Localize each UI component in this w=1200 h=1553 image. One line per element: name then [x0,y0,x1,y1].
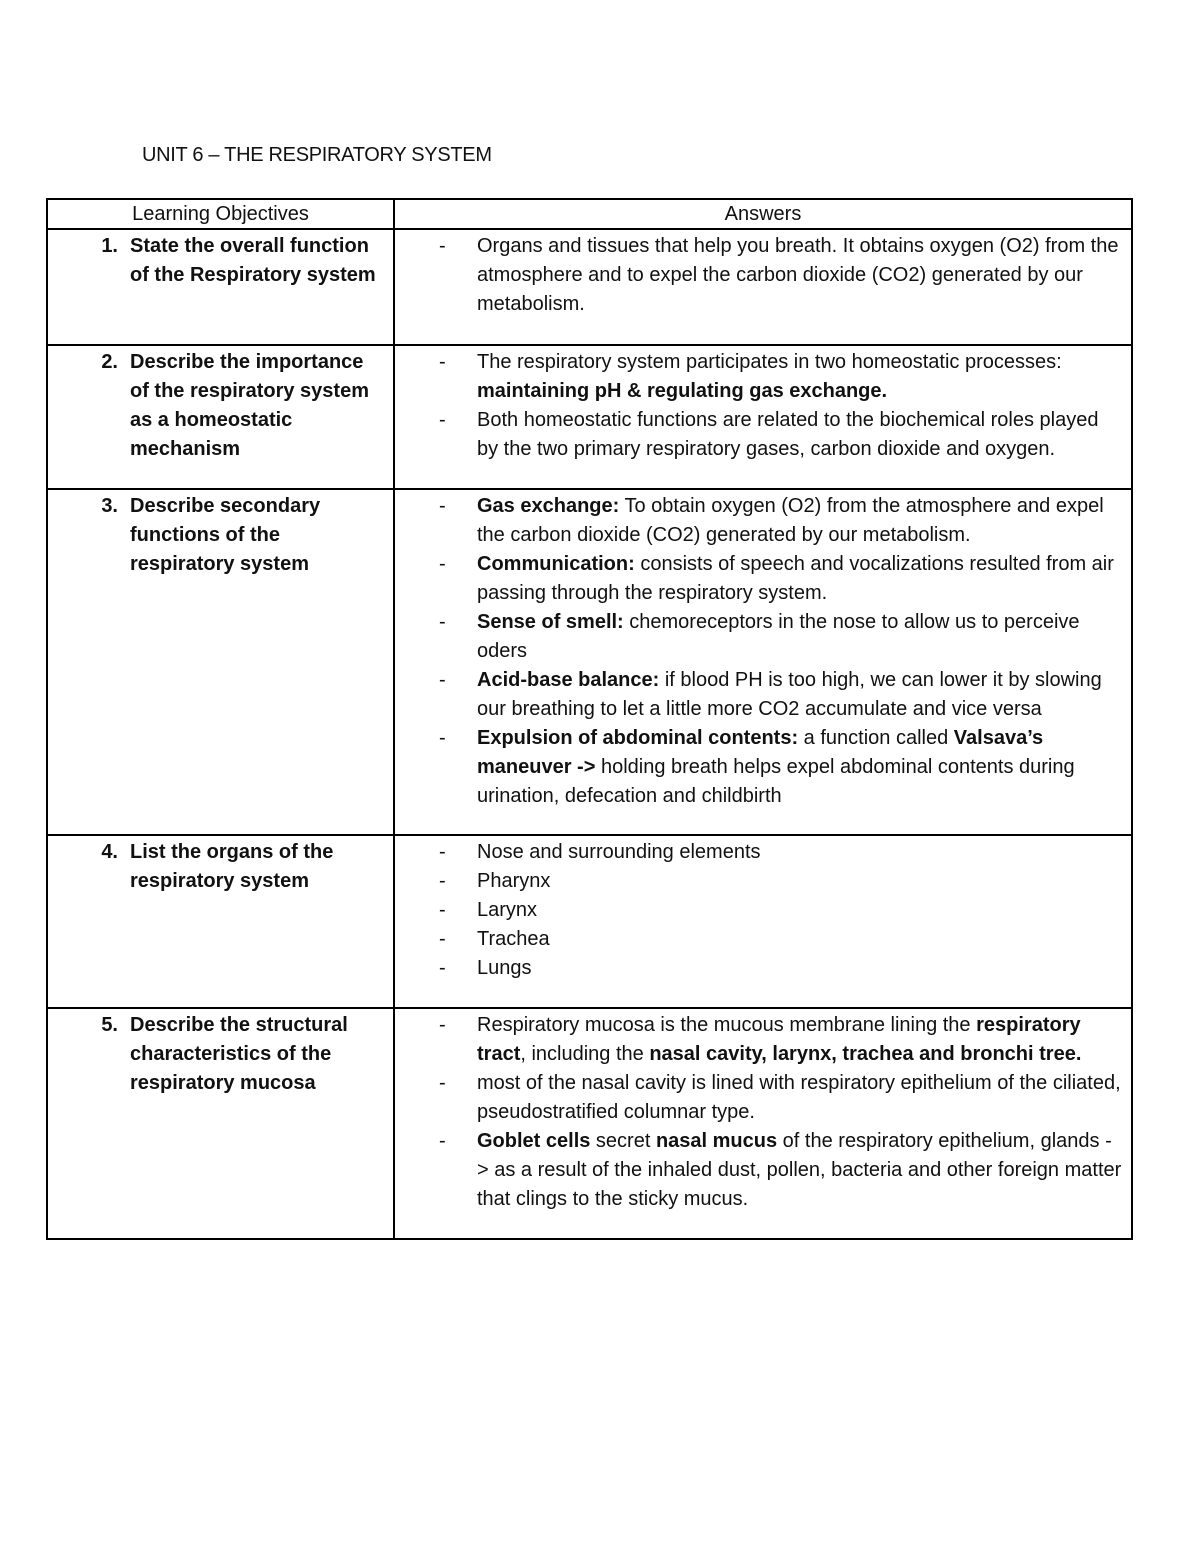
objective-item [48,346,393,464]
answer-item [395,724,1123,811]
objective-item [48,230,393,290]
answer-item [395,666,1123,724]
objective-number: 5. [101,1014,118,1036]
header-answers: Answers [394,199,1132,229]
answer-text-bold: Gas exchange: [477,495,620,517]
objective-number: 2. [101,351,118,373]
answer-text-bold: Communication: [477,553,635,575]
answer-text-bold: respiratory tract [477,1014,1081,1065]
answer-item [395,954,1123,983]
answer-text-segment: Trachea [477,928,550,950]
answer-item [395,608,1123,666]
answer-text-segment: Lungs [477,957,532,979]
answer-list [395,230,1131,319]
objective-text: State the overall function of the Respiratory system [130,235,376,286]
answer-text-segment: To obtain oxygen (O2) from the atmosphere and expel the carbon dioxide (CO2) generated by our metabolism. [477,495,1104,546]
objectives-table [46,198,1133,1240]
answer-cell [394,345,1132,489]
answer-text-segment: chemoreceptors in the nose to allow us to perceive oders [477,611,1080,662]
table-body [47,229,1132,1239]
answer-item [395,925,1123,954]
objective-text: Describe secondary functions of the respiratory system [130,495,321,575]
objective-number: 4. [101,841,118,863]
bullet-dash: - [439,870,446,892]
answer-text-segment: Nose and surrounding elements [477,841,761,863]
objective-cell [47,345,394,489]
answer-text [477,724,1123,811]
bullet-dash: - [439,1014,446,1036]
table-row [47,835,1132,1008]
answer-text [477,896,1123,925]
answer-item [395,896,1123,925]
table-header-row [47,199,1132,229]
objective-cell [47,1008,394,1239]
answer-text [477,1069,1123,1127]
answer-text [477,608,1123,666]
answer-item [395,1011,1123,1069]
answer-list [395,1009,1131,1214]
answer-text-segment: Pharynx [477,870,551,892]
answer-item [395,550,1123,608]
answer-item [395,1069,1123,1127]
objective-item [48,490,393,579]
objective-cell [47,835,394,1008]
answer-text [477,954,1123,983]
answer-text-segment: Organs and tissues that help you breath. It obtains oxygen (O2) from the atmosphere and to expel the carbon dioxide (CO2) generated by our metabolism. [477,235,1119,315]
answer-item [395,492,1123,550]
objective-item [48,1009,393,1098]
answer-cell [394,835,1132,1008]
page-title: UNIT 6 – THE RESPIRATORY SYSTEM [142,144,492,166]
answer-list [395,836,1131,983]
answer-text-segment: if blood PH is too high, we can lower it by slowing our breathing to let a little more CO2 accumulate and vice versa [477,669,1102,720]
bullet-dash: - [439,553,446,575]
answer-item [395,406,1123,464]
answer-item [395,348,1123,406]
answer-text-segment: a function called [798,727,954,749]
answer-text-segment: most of the nasal cavity is lined with respiratory epithelium of the ciliated, pseudostratified columnar type. [477,1072,1121,1123]
bullet-dash: - [439,351,446,373]
answer-list [395,490,1131,811]
bullet-dash: - [439,1072,446,1094]
bullet-dash: - [439,669,446,691]
answer-text [477,867,1123,896]
objective-cell [47,489,394,835]
objective-number: 1. [101,235,118,257]
answer-text-segment: Both homeostatic functions are related to the biochemical roles played by the two primary respiratory gases, carbon dioxide and oxygen. [477,409,1099,460]
bullet-dash: - [439,957,446,979]
answer-text-segment: consists of speech and vocalizations resulted from air passing through the respiratory system. [477,553,1114,604]
objective-item [48,836,393,896]
answer-text-segment: of the respiratory epithelium, glands -> as a result of the inhaled dust, pollen, bacteria and other foreign matter that clings to the sticky mucus. [477,1130,1122,1210]
table-row [47,1008,1132,1239]
answer-text [477,232,1123,319]
answer-text-segment: The respiratory system participates in two homeostatic processes: [477,351,1062,373]
bullet-dash: - [439,899,446,921]
bullet-dash: - [439,1130,446,1152]
table-row [47,345,1132,489]
objective-text: Describe the structural characteristics of the respiratory mucosa [130,1014,348,1094]
answer-text [477,550,1123,608]
answer-text-segment: Respiratory mucosa is the mucous membrane lining the [477,1014,977,1036]
answer-text-bold: Sense of smell: [477,611,624,633]
objective-text: List the organs of the respiratory system [130,841,334,892]
answer-text [477,838,1123,867]
answer-item [395,838,1123,867]
answer-text [477,348,1123,406]
answer-text-segment: , including the [520,1043,650,1065]
answer-cell [394,229,1132,345]
objective-text: Describe the importance of the respiratory system as a homeostatic mechanism [130,351,369,460]
answer-text-bold: nasal cavity, larynx, trachea and bronchi tree. [649,1043,1082,1065]
bullet-dash: - [439,841,446,863]
answer-text-bold: nasal mucus [655,1130,778,1152]
header-learning-objectives: Learning Objectives [47,199,394,229]
answer-text-bold: maintaining pH & regulating gas exchange. [477,380,888,402]
answer-cell [394,489,1132,835]
answer-text-bold: Valsava’s maneuver -> [477,727,1044,778]
answer-item [395,232,1123,319]
bullet-dash: - [439,409,446,431]
answer-text-bold: Expulsion of abdominal contents: [477,727,799,749]
bullet-dash: - [439,495,446,517]
table-row [47,229,1132,345]
answer-text [477,492,1123,550]
answer-cell [394,1008,1132,1239]
answer-text [477,1127,1123,1214]
answer-text-bold: Goblet cells [477,1130,591,1152]
answer-item [395,1127,1123,1214]
answer-text [477,406,1123,464]
bullet-dash: - [439,928,446,950]
bullet-dash: - [439,611,446,633]
answer-text-segment: holding breath helps expel abdominal contents during urination, defecation and childbirth [477,756,1075,807]
bullet-dash: - [439,727,446,749]
answer-text-bold: Acid-base balance: [477,669,660,691]
table-row [47,489,1132,835]
objective-cell [47,229,394,345]
objective-number: 3. [101,495,118,517]
answer-text-segment: secret [590,1130,656,1152]
answer-text [477,666,1123,724]
answer-list [395,346,1131,464]
answer-text [477,1011,1123,1069]
answer-text-segment: Larynx [477,899,538,921]
bullet-dash: - [439,235,446,257]
answer-text [477,925,1123,954]
answer-item [395,867,1123,896]
